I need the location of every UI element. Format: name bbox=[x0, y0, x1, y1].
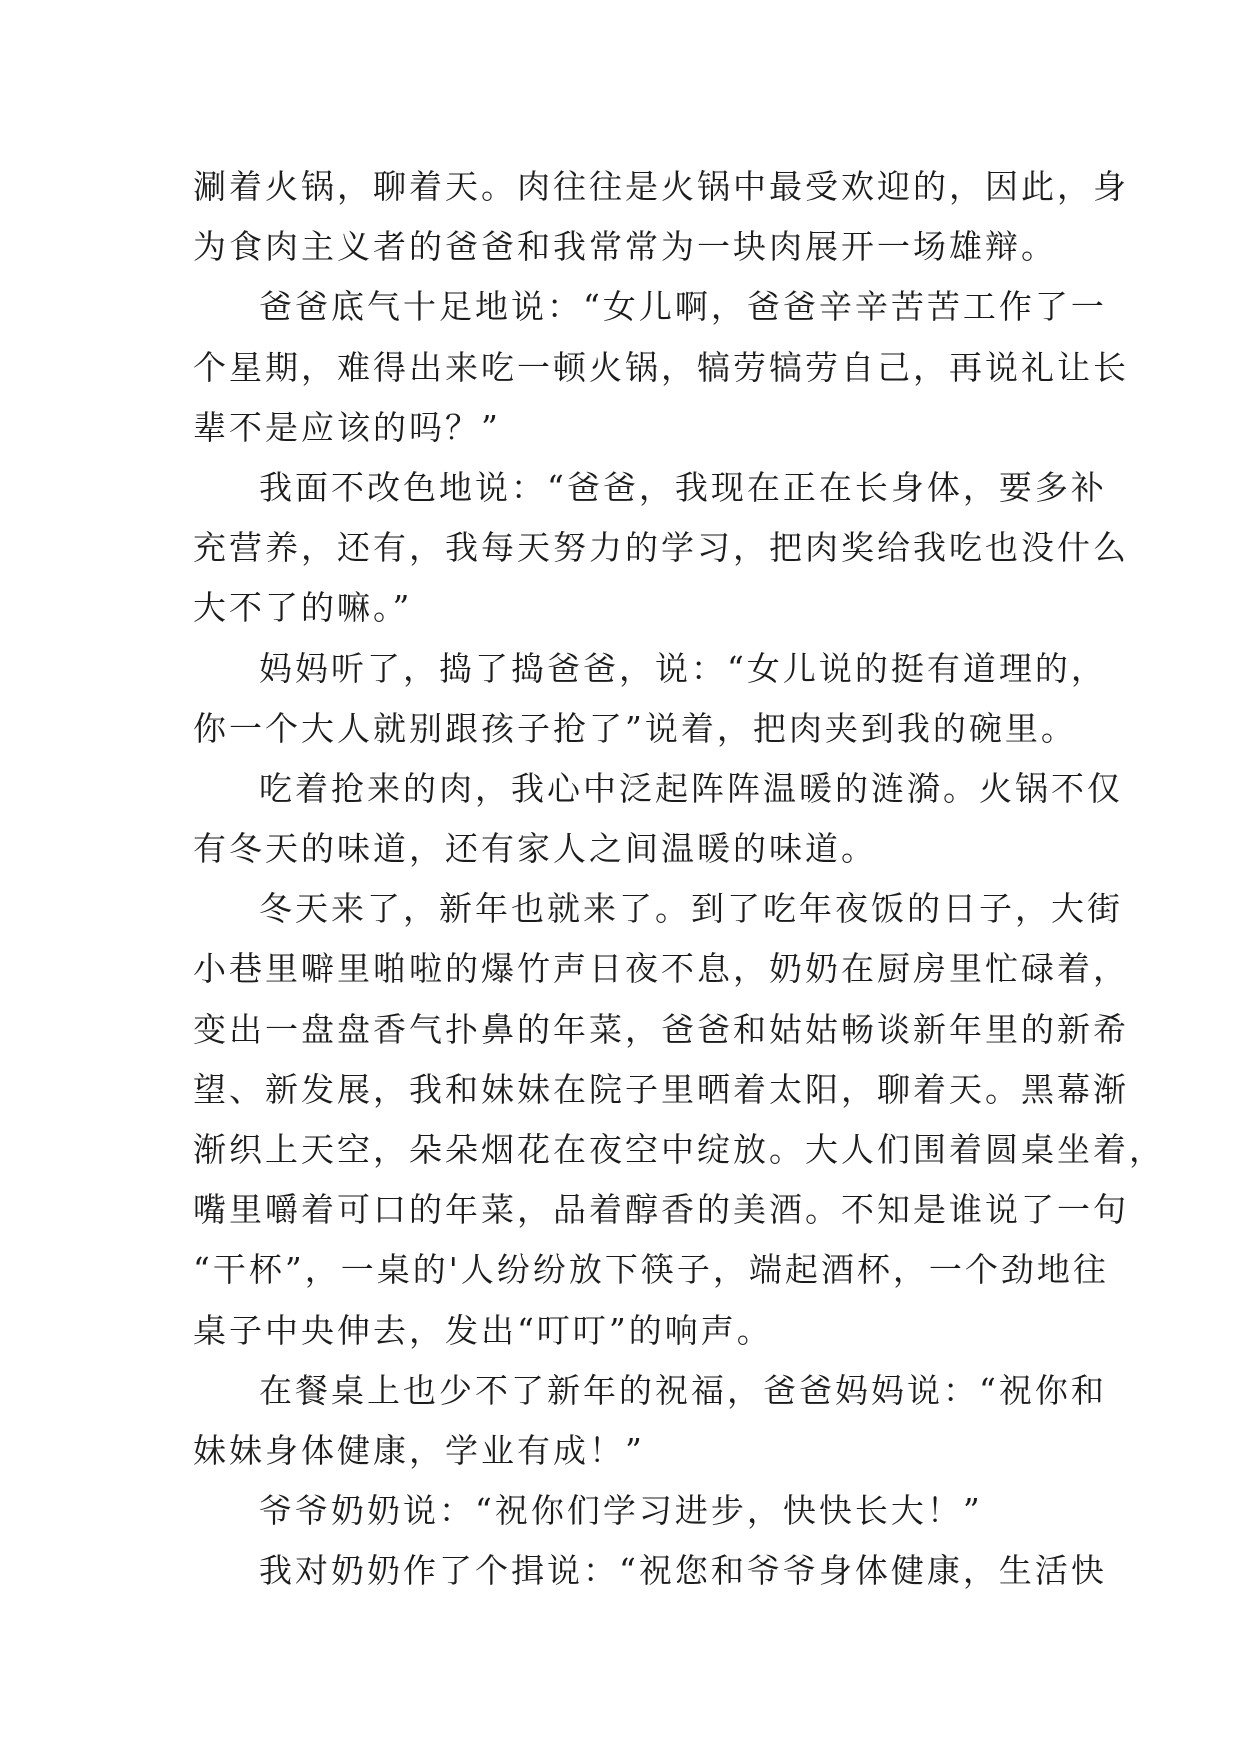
text-line: 涮着火锅，聊着天。肉往往是火锅中最受欢迎的，因此，身 bbox=[193, 167, 1129, 206]
text-line: 个星期，难得出来吃一顿火锅，犒劳犒劳自己，再说礼让长 bbox=[193, 347, 1129, 387]
text-line: 为食肉主义者的爸爸和我常常为一块肉展开一场雄辩。 bbox=[193, 227, 1057, 267]
text-line: “干杯”，一桌的'人纷纷放下筷子，端起酒杯，一个劲地往 bbox=[193, 1250, 1109, 1290]
text-line: 爷爷奶奶说：“祝你们学习进步，快快长大！” bbox=[259, 1491, 983, 1531]
text-line: 你一个大人就别跟孩子抢了”说着，把肉夹到我的碗里。 bbox=[193, 708, 1077, 748]
text-line: 变出一盘盘香气扑鼻的年菜，爸爸和姑姑畅谈新年里的新希 bbox=[193, 1009, 1129, 1049]
text-line: 充营养，还有，我每天努力的学习，把肉奖给我吃也没什么 bbox=[193, 528, 1129, 568]
document-body bbox=[193, 157, 1165, 1602]
text-line: 大不了的嘛。” bbox=[193, 588, 413, 628]
text-line: 冬天来了，新年也就来了。到了吃年夜饭的日子，大街 bbox=[259, 889, 1123, 929]
text-line: 爸爸底气十足地说：“女儿啊，爸爸辛辛苦苦工作了一 bbox=[259, 287, 1107, 327]
text-line: 我面不改色地说：“爸爸，我现在正在长身体，要多补 bbox=[259, 467, 1107, 507]
text-line: 小巷里噼里啪啦的爆竹声日夜不息，奶奶在厨房里忙碌着， bbox=[193, 949, 1129, 989]
text-line: 我对奶奶作了个揖说：“祝您和爷爷身体健康，生活快 bbox=[259, 1551, 1107, 1591]
text-line: 有冬天的味道，还有家人之间温暖的味道。 bbox=[193, 829, 877, 869]
text-line: 妈妈听了，捣了捣爸爸，说：“女儿说的挺有道理的， bbox=[259, 648, 1107, 688]
text-line: 渐织上天空，朵朵烟花在夜空中绽放。大人们围着圆桌坐着， bbox=[193, 1130, 1165, 1169]
text-line: 望、新发展，我和妹妹在院子里晒着太阳，聊着天。黑幕渐 bbox=[193, 1069, 1129, 1109]
text-line: 嘴里嚼着可口的年菜，品着醇香的美酒。不知是谁说了一句 bbox=[193, 1190, 1129, 1230]
text-line: 桌子中央伸去，发出“叮叮”的响声。 bbox=[193, 1310, 773, 1350]
text-line: 辈不是应该的吗？” bbox=[193, 407, 501, 447]
text-line: 在餐桌上也少不了新年的祝福，爸爸妈妈说：“祝你和 bbox=[259, 1370, 1107, 1410]
text-line: 妹妹身体健康，学业有成！” bbox=[193, 1430, 645, 1470]
text-line: 吃着抢来的肉，我心中泛起阵阵温暖的涟漪。火锅不仅 bbox=[259, 768, 1123, 808]
